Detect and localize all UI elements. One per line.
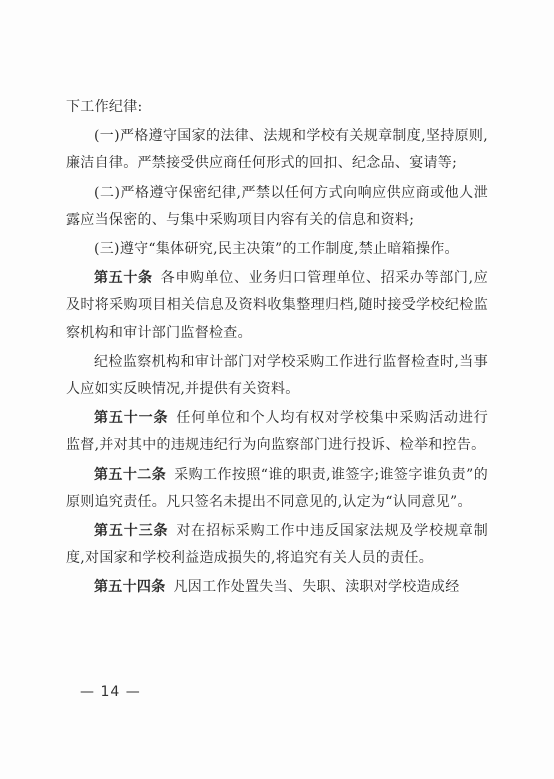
page-number: — 14 —	[80, 684, 141, 700]
article-52	[66, 462, 488, 516]
article-51	[66, 405, 488, 459]
paragraph-intro	[66, 94, 488, 121]
paragraph-text: 凡因工作处置失当、失职、渎职对学校造成经	[173, 579, 460, 596]
document-body	[66, 94, 488, 604]
paragraph-item-2	[66, 180, 488, 234]
paragraph-item-3	[66, 236, 488, 263]
paragraph-text: 对在招标采购工作中违反国家法规及学校规章制度,对国家和学校利益造成损失的,将追究有关人员的责任。	[66, 523, 488, 567]
article-50	[66, 265, 488, 347]
paragraph-text: 任何单位和个人均有权对学校集中采购活动进行监督,并对其中的违规违纪行为向监察部门进行投诉、检举和控告。	[66, 410, 488, 454]
paragraph-text: 采购工作按照“谁的职责,谁签字;谁签字谁负责”的原则追究责任。凡只签名未提出不同意见的,认定为“认同意见”。	[66, 466, 488, 510]
article-54	[66, 574, 488, 601]
article-heading: 第五十二条	[94, 466, 167, 483]
paragraph-text: 纪检监察机构和审计部门对学校采购工作进行监督检查时,当事人应如实反映情况,并提供有关资料。	[66, 353, 488, 398]
paragraph-text: (三)遵守“集体研究,民主决策”的工作制度,禁止暗箱操作。	[94, 241, 459, 258]
paragraph-text: 下工作纪律:	[66, 99, 143, 115]
paragraph-item-1	[66, 123, 488, 177]
paragraph-text: (一)严格遵守国家的法律、法规和学校有关规章制度,坚持原则,廉洁自律。严禁接受供应商任何形式的回扣、纪念品、宴请等;	[66, 128, 488, 172]
article-53	[66, 518, 488, 572]
paragraph-text: 各申购单位、业务归口管理单位、招采办等部门,应及时将采购项目相关信息及资料收集整理归档,随时接受学校纪检监察机构和审计部门监督检查。	[66, 270, 488, 341]
paragraph-text: (二)严格遵守保密纪律,严禁以任何方式向响应供应商或他人泄露应当保密的、与集中采购项目内容有关的信息和资料;	[66, 184, 488, 228]
article-50-paragraph-2	[66, 349, 488, 403]
article-heading: 第五十三条	[94, 523, 169, 540]
article-heading: 第五十一条	[94, 410, 169, 427]
article-heading: 第五十条	[94, 270, 153, 287]
article-heading: 第五十四条	[94, 579, 166, 596]
